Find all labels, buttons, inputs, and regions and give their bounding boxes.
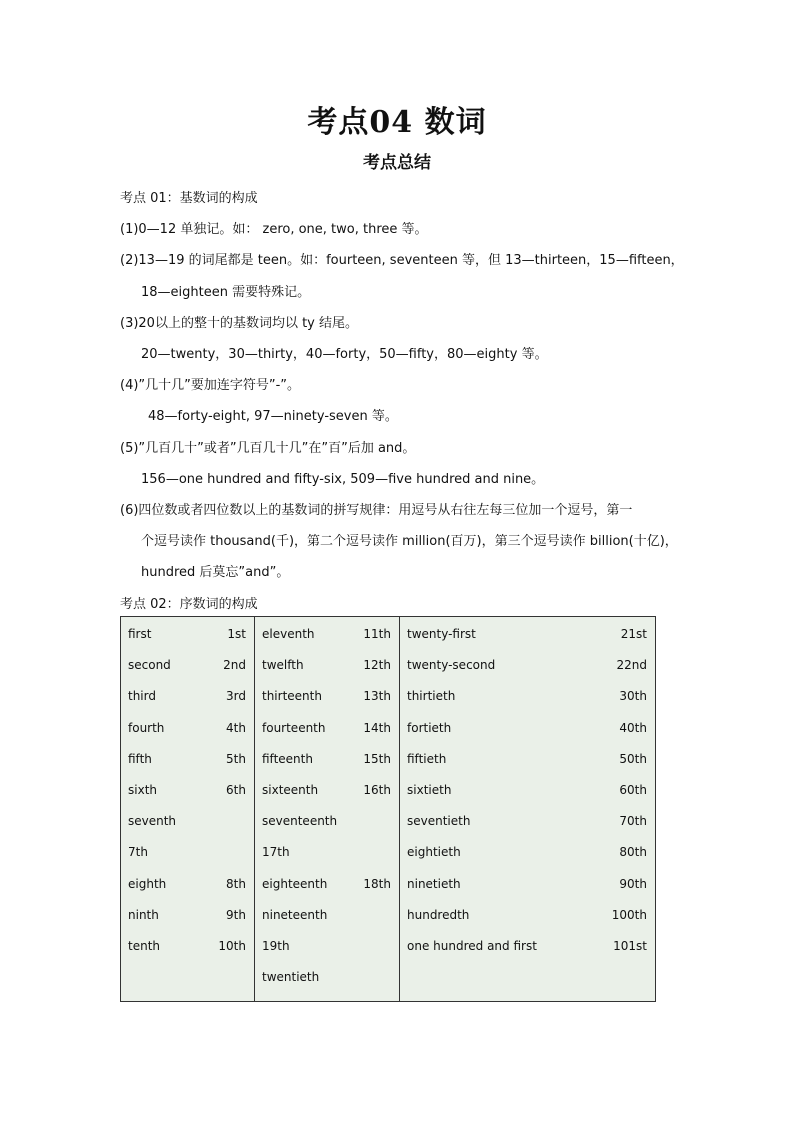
ordinal-column-1 xyxy=(121,617,255,1002)
ordinal-word: twenty-first xyxy=(407,627,476,641)
ordinal-abbreviation: 18th xyxy=(363,876,391,891)
ordinal-word: 17th xyxy=(262,845,290,860)
ordinal-word: one hundred and first xyxy=(407,938,537,953)
ordinal-abbreviation: 100th xyxy=(611,907,647,922)
ordinal-word: fourteenth xyxy=(262,720,326,735)
ordinal-word: 19th xyxy=(262,938,290,953)
ordinal-row xyxy=(255,877,399,908)
ordinal-row xyxy=(121,721,254,752)
ordinal-word: second xyxy=(128,658,171,673)
ordinal-column-2 xyxy=(255,617,400,1002)
ordinal-word: thirtieth xyxy=(407,689,456,704)
ordinal-word: fiftieth xyxy=(407,751,447,766)
ordinal-row xyxy=(121,908,254,939)
ordinal-abbreviation: 15th xyxy=(363,751,391,766)
ordinal-word: ninth xyxy=(128,907,159,922)
ordinal-row xyxy=(121,658,254,689)
ordinal-abbreviation: 60th xyxy=(619,782,647,797)
ordinal-row xyxy=(121,752,254,783)
ordinal-word: first xyxy=(128,627,152,641)
ordinal-row xyxy=(121,814,254,845)
ordinal-abbreviation: 30th xyxy=(619,689,647,704)
ordinal-abbreviation: 21st xyxy=(620,627,647,641)
ordinal-word: twentieth xyxy=(262,970,320,985)
rule-line: (4)”几十几”要加连字符号”-”。 xyxy=(120,378,301,393)
ordinal-abbreviation: 12th xyxy=(363,658,391,673)
ordinal-word: sixtieth xyxy=(407,782,452,797)
rule-example: 156—one hundred and fifty-six, 509—five hundred and nine。 xyxy=(141,472,545,487)
rule-line: (2)13—19 的词尾都是 teen。如：fourteen, seventeen 等，但 13—thirteen，15—fifteen， xyxy=(120,253,684,268)
ordinal-row xyxy=(255,658,399,689)
ordinal-word: sixth xyxy=(128,782,157,797)
ordinal-row xyxy=(400,689,655,720)
ordinal-word: fortieth xyxy=(407,720,452,735)
ordinal-word: hundredth xyxy=(407,907,470,922)
rule-line: 个逗号读作 thousand(千)，第二个逗号读作 million(百万)，第三个逗号读作 billion(十亿)， xyxy=(141,534,678,549)
ordinal-abbreviation: 1st xyxy=(227,627,246,641)
ordinal-row xyxy=(121,783,254,814)
ordinal-word: fifteenth xyxy=(262,751,313,766)
ordinal-abbreviation: 8th xyxy=(226,876,246,891)
section-heading-cardinal: 考点 01：基数词的构成 xyxy=(120,191,258,206)
ordinal-row xyxy=(400,721,655,752)
ordinal-abbreviation: 14th xyxy=(363,720,391,735)
ordinal-word: tenth xyxy=(128,938,161,953)
rule-example: 48—forty-eight, 97—ninety-seven 等。 xyxy=(148,409,398,424)
ordinal-abbreviation: 70th xyxy=(619,814,647,829)
section-heading-ordinal: 考点 02：序数词的构成 xyxy=(120,597,258,612)
ordinal-row xyxy=(400,814,655,845)
ordinal-abbreviation: 3rd xyxy=(226,689,246,704)
rule-line: (5)”几百几十”或者”几百几十几”在”百”后加 and。 xyxy=(120,441,416,456)
ordinal-word: seventh xyxy=(128,814,177,829)
ordinal-word: twelfth xyxy=(262,658,304,673)
ordinal-abbreviation: 22nd xyxy=(616,658,647,673)
ordinal-row xyxy=(121,689,254,720)
ordinal-abbreviation: 101st xyxy=(613,938,647,953)
ordinal-abbreviation: 80th xyxy=(619,845,647,860)
ordinal-abbreviation: 11th xyxy=(363,627,391,641)
ordinal-row xyxy=(400,908,655,939)
ordinal-row xyxy=(121,939,254,970)
ordinal-row xyxy=(400,783,655,814)
ordinal-abbreviation: 13th xyxy=(363,689,391,704)
ordinal-abbreviation: 5th xyxy=(226,751,246,766)
rule-line: (6)四位数或者四位数以上的基数词的拼写规律：用逗号从右往左每三位加一个逗号，第一 xyxy=(120,503,633,518)
ordinal-word: twenty-second xyxy=(407,658,496,673)
ordinal-word: sixteenth xyxy=(262,782,319,797)
ordinal-row xyxy=(400,877,655,908)
ordinal-word: eightieth xyxy=(407,845,461,860)
ordinal-row xyxy=(255,627,399,658)
ordinal-row xyxy=(255,752,399,783)
ordinal-abbreviation: 6th xyxy=(226,782,246,797)
ordinal-word: seventieth xyxy=(407,814,471,829)
ordinal-word: eighteenth xyxy=(262,876,328,891)
rule-line: 18—eighteen 需要特殊记。 xyxy=(141,285,311,300)
ordinal-abbreviation: 9th xyxy=(226,907,246,922)
ordinal-abbreviation: 50th xyxy=(619,751,647,766)
ordinal-row xyxy=(255,689,399,720)
ordinal-word: fifth xyxy=(128,751,152,766)
ordinal-row xyxy=(255,783,399,814)
rule-line: (3)20以上的整十的基数词均以 ty 结尾。 xyxy=(120,316,359,331)
ordinal-word: seventeenth xyxy=(262,814,338,829)
ordinal-row xyxy=(255,908,399,939)
ordinal-word: eleventh xyxy=(262,627,315,641)
ordinal-row xyxy=(255,970,399,1001)
page-title: 考点04 数词 xyxy=(307,105,487,140)
ordinal-word: thirteenth xyxy=(262,689,322,704)
ordinal-word: ninetieth xyxy=(407,876,461,891)
ordinal-abbreviation: 4th xyxy=(226,720,246,735)
rule-example: 20—twenty，30—thirty，40—forty，50—fifty，80—eighty 等。 xyxy=(141,347,548,362)
ordinal-abbreviation: 10th xyxy=(218,938,246,953)
page-subtitle: 考点总结 xyxy=(363,153,431,173)
ordinal-abbreviation: 40th xyxy=(619,720,647,735)
ordinal-row xyxy=(121,877,254,908)
ordinal-word: fourth xyxy=(128,720,165,735)
ordinal-table xyxy=(120,616,656,1002)
rule-line: (1)0—12 单独记。如： zero, one, two, three 等。 xyxy=(120,222,428,237)
ordinal-word: 7th xyxy=(128,845,148,860)
ordinal-row xyxy=(400,752,655,783)
ordinal-row xyxy=(255,939,399,970)
ordinal-word: third xyxy=(128,689,156,704)
ordinal-row xyxy=(400,658,655,689)
ordinal-abbreviation: 16th xyxy=(363,782,391,797)
ordinal-row xyxy=(255,814,399,845)
ordinal-row xyxy=(400,845,655,876)
ordinal-row xyxy=(400,627,655,658)
ordinal-word: eighth xyxy=(128,876,167,891)
ordinal-abbreviation: 2nd xyxy=(223,658,246,673)
ordinal-row xyxy=(255,721,399,752)
ordinal-row xyxy=(121,627,254,658)
ordinal-row xyxy=(400,939,655,970)
ordinal-abbreviation: 90th xyxy=(619,876,647,891)
ordinal-column-3 xyxy=(400,617,656,1002)
ordinal-row xyxy=(255,845,399,876)
rule-line: hundred 后莫忘”and”。 xyxy=(141,565,290,580)
ordinal-word: nineteenth xyxy=(262,907,328,922)
ordinal-row xyxy=(121,845,254,876)
